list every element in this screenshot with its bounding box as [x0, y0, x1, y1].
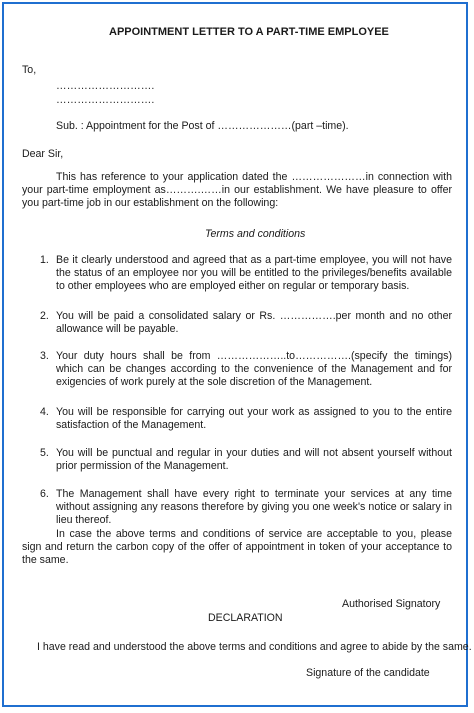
- declaration-text: I have read and understood the above terms and conditions and agree to abide by the same.: [37, 641, 472, 653]
- term-text: The Management shall have every right to terminate your services at any time without assigning any reasons therefore by giving you one week's notice or salary in lieu thereof.: [56, 488, 452, 527]
- declaration-heading: DECLARATION: [208, 612, 283, 624]
- letter-title: APPOINTMENT LETTER TO A PART-TIME EMPLOYEE: [109, 26, 389, 38]
- address-line-2: ……………………….: [56, 94, 155, 106]
- to-label: To,: [22, 64, 37, 76]
- term-number: 3.: [40, 350, 49, 362]
- term-number: 1.: [40, 254, 49, 266]
- term-text: Be it clearly understood and agreed that as a part-time employee, you will not have the status of an employee nor you will be entitled to the privileges/benefits available to other employees who are employed either on regular or temporary basis.: [56, 254, 452, 293]
- authorised-signatory: Authorised Signatory: [342, 598, 441, 610]
- term-number: 6.: [40, 488, 49, 500]
- term-number: 4.: [40, 406, 49, 418]
- term-number: 2.: [40, 310, 49, 322]
- term-text: You will be paid a consolidated salary or Rs. …………….per month and no other allowance will be payable.: [56, 310, 452, 336]
- candidate-signature: Signature of the candidate: [306, 667, 430, 679]
- term-text: You will be responsible for carrying out your work as assigned to you to the entire satisfaction of the Management.: [56, 406, 452, 432]
- address-line-1: ……………………….: [56, 80, 155, 92]
- term-text: You will be punctual and regular in your duties and will not absent yourself without prior permission of the Management.: [56, 447, 452, 473]
- term-text: Your duty hours shall be from ………………..to…………….(specify the timings) which can be changes according to the convenience of the Management and for exigencies of work purely at the sole discretion of the Management.: [56, 350, 452, 389]
- term-number: 5.: [40, 447, 49, 459]
- terms-heading: Terms and conditions: [205, 228, 306, 240]
- subject-line: Sub. : Appointment for the Post of …………………(part –time).: [56, 120, 349, 132]
- acceptance-paragraph: In case the above terms and conditions of service are acceptable to you, please sign and return the carbon copy of the offer of appointment in token of your acceptance to the same.: [22, 528, 452, 567]
- intro-paragraph: This has reference to your application dated the …………………in connection with your part-time employment as……….……in our establishment. We have pleasure to offer you part-time job in our establishment on the following:: [22, 171, 452, 210]
- salutation: Dear Sir,: [22, 148, 64, 160]
